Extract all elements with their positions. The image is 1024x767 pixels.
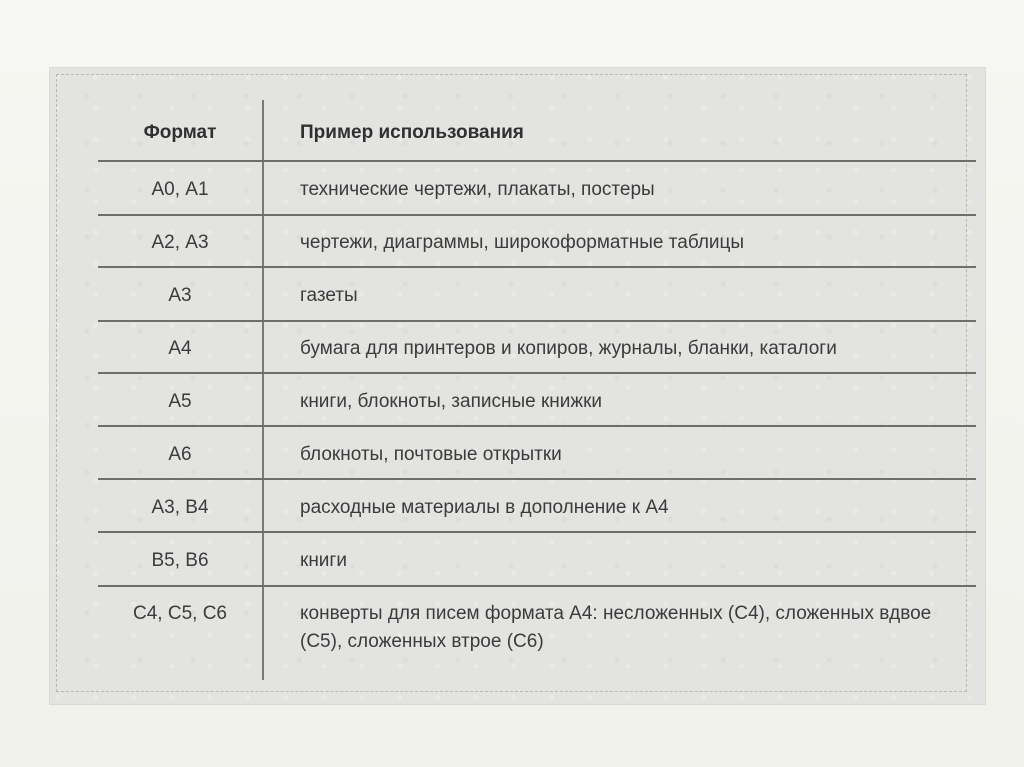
row-usage: бумага для принтеров и копиров, журналы, бланки, каталоги bbox=[300, 338, 837, 359]
row-format: А3, В4 bbox=[151, 497, 209, 518]
row-format: А6 bbox=[168, 444, 192, 465]
row-usage: расходные материалы в дополнение к А4 bbox=[300, 497, 669, 518]
row-usage: конверты для писем формата А4: несложенных (С4), сложенных вдвое (С5), сложенных втрое (С6) bbox=[300, 603, 932, 652]
row-format: С4, С5, С6 bbox=[133, 603, 227, 624]
row-format: А3 bbox=[168, 285, 192, 306]
row-format: А4 bbox=[168, 338, 192, 359]
row-divider bbox=[98, 425, 976, 427]
row-usage: блокноты, почтовые открытки bbox=[300, 444, 562, 465]
row-format: А0, А1 bbox=[151, 179, 209, 200]
row-divider bbox=[98, 266, 976, 268]
row-format: А2, А3 bbox=[151, 232, 209, 253]
column-divider bbox=[262, 100, 264, 680]
row-divider bbox=[98, 320, 976, 322]
row-usage: книги bbox=[300, 550, 347, 571]
row-divider bbox=[98, 478, 976, 480]
row-format: А5 bbox=[168, 391, 192, 412]
row-format: В5, В6 bbox=[151, 550, 209, 571]
row-divider bbox=[98, 531, 976, 533]
row-divider bbox=[98, 372, 976, 374]
row-divider bbox=[98, 585, 976, 587]
header-format: Формат bbox=[143, 122, 217, 143]
row-usage: газеты bbox=[300, 285, 358, 306]
header-usage: Пример использования bbox=[300, 122, 524, 143]
row-usage: книги, блокноты, записные книжки bbox=[300, 391, 603, 412]
row-divider bbox=[98, 160, 976, 162]
row-usage: технические чертежи, плакаты, постеры bbox=[300, 179, 655, 200]
row-divider bbox=[98, 214, 976, 216]
row-usage: чертежи, диаграммы, широкоформатные таблицы bbox=[300, 232, 745, 253]
